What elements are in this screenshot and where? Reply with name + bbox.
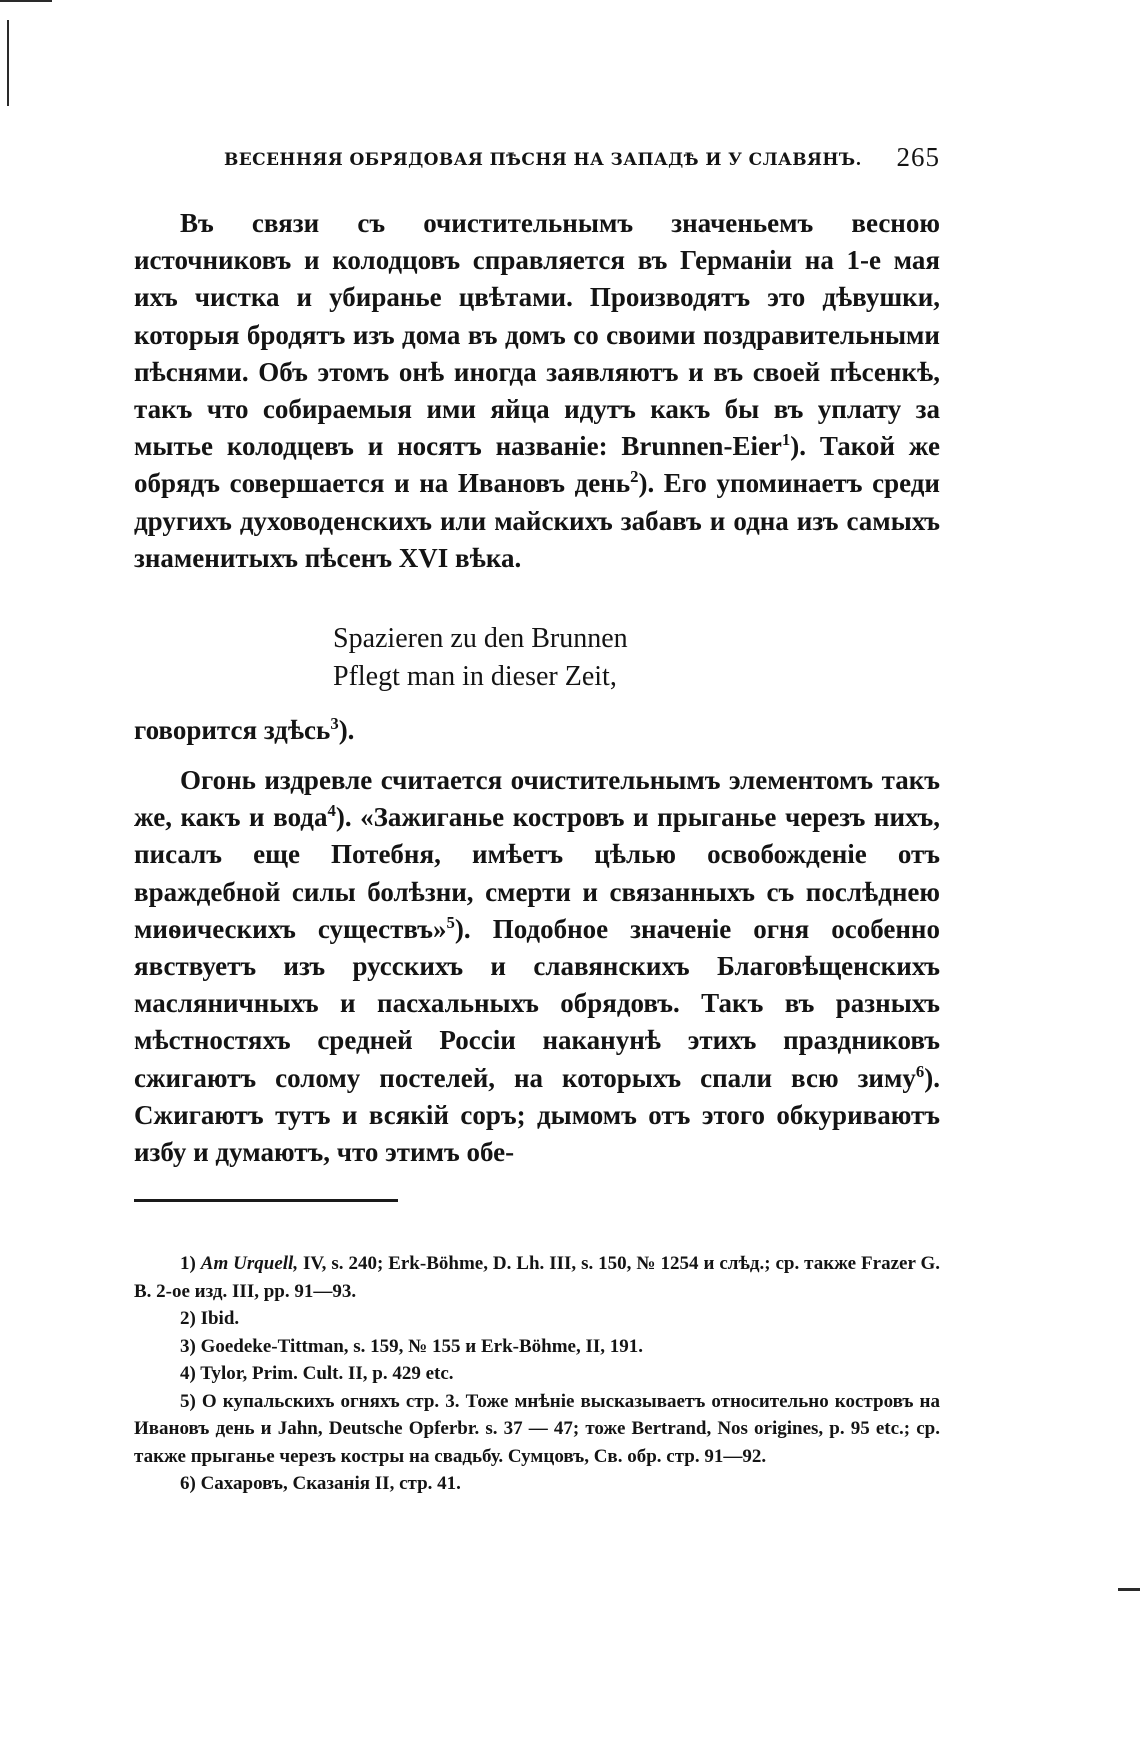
page-number: 265 <box>896 142 940 172</box>
paragraph-2-part-a: говорится здѣсь <box>134 715 331 745</box>
footnote-ref-1: 1 <box>781 430 791 450</box>
verse-line-1: Spazieren zu den Brunnen <box>333 623 628 654</box>
footnote-1 <box>134 1250 940 1305</box>
scan-edge-top <box>0 0 52 2</box>
paragraph-2 <box>134 712 940 749</box>
paragraph-1 <box>134 205 940 577</box>
footnote-ref-2: 2 <box>630 467 639 487</box>
footnote-ref-4: 4 <box>327 801 336 821</box>
paragraph-3-part-b: ). «Зажиганье костровъ и прыганье черезъ нихъ, писалъ еще Потебня, имѣетъ цѣлью освобожденіе отъ враждебной силы болѣзни, смерти и связанныхъ съ послѣднею миѳическихъ существъ» <box>134 802 940 944</box>
footnote-divider <box>134 1199 398 1202</box>
footnote-ref-6: 6 <box>915 1061 925 1081</box>
paragraph-3-part-d: ). Сжигаютъ тутъ и всякій соръ; дымомъ отъ этого обкуриваютъ избу и думаютъ, что этимъ обе- <box>134 1062 940 1168</box>
scan-edge-left <box>7 20 9 106</box>
paragraph-1-text <box>134 205 940 577</box>
footnote-2: 2) Ibid. <box>180 1308 240 1329</box>
verse-line-2: Pflegt man in dieser Zeit, <box>333 661 617 692</box>
paragraph-1-part-c: ). Его упоминаетъ среди другихъ духоводенскихъ или майскихъ забавъ и одна изъ самыхъ знаменитыхъ пѣсенъ XVI вѣка. <box>134 468 940 573</box>
paragraph-2-part-b: ). <box>338 715 355 745</box>
footnote-ref-3: 3 <box>330 714 339 733</box>
footnote-4: 4) Tylor, Prim. Cult. II, p. 429 etc. <box>180 1363 454 1384</box>
footnote-5: 5) О купальскихъ огняхъ стр. 3. Тоже мнѣніе высказываетъ относительно костровъ на Ивановъ день и Jahn, Deutsche Opferbr. s. 37 — 47; тоже Bertrand, Nos origines, p. 95 etc.; ср. также прыганье черезъ костры на свадьбу. Сумцовъ, Св. обр. стр. 91—92. <box>134 1390 940 1467</box>
paragraph-2-text <box>134 712 940 749</box>
verse-quote <box>333 620 628 696</box>
scan-edge-right <box>1118 1588 1140 1591</box>
paragraph-1-part-a: Въ связи съ очистительнымъ значеньемъ весною источниковъ и колодцовъ справляется въ Германіи на 1-е мая ихъ чистка и убиранье цвѣтами. Производятъ это дѣвушки, которыя бродятъ изъ дома въ домъ со своими поздравительными пѣснями. Объ этомъ онѣ иногда заявляютъ и въ своей пѣсенкѣ, такъ что собираемыя ими яйца идутъ какъ бы въ уплату за мытье колодцевъ и носятъ названіе: Brunnen-Eier <box>134 208 940 462</box>
running-head <box>134 140 940 180</box>
paragraph-3 <box>134 762 940 1171</box>
footnote-1-number: 1) <box>180 1253 196 1274</box>
paragraph-3-part-c: ). Подобное значеніе огня особенно явствуетъ изъ русскихъ и славянскихъ Благовѣщенскихъ масляничныхъ и пасхальныхъ обрядовъ. Такъ въ разныхъ мѣстностяхъ средней Россіи наканунѣ этихъ праздниковъ сжигаютъ солому постелей, на которыхъ спали всю зиму <box>134 913 940 1093</box>
running-title: ВЕСЕННЯЯ ОБРЯДОВАЯ ПѢСНЯ НА ЗАПАДѢ И У СЛАВЯНЪ. <box>224 150 862 170</box>
paragraph-1-part-b: ). Такой же обрядъ совершается и на Ивановъ день <box>134 431 940 499</box>
footnote-6: 6) Сахаровъ, Сказанія II, стр. 41. <box>180 1473 461 1494</box>
paragraph-3-text <box>134 762 940 1171</box>
paragraph-3-part-a: Огонь издревле считается очистительнымъ элементомъ такъ же, какъ и вода <box>134 765 940 833</box>
footnote-1-text: IV, s. 240; Erk-Böhme, D. Lh. III, s. 150, № 1254 и слѣд.; ср. также Frazer G. B. 2-ое изд. III, pp. 91—93. <box>134 1253 941 1302</box>
footnote-ref-5: 5 <box>446 912 455 932</box>
footnote-1-italic: Am Urquell, <box>200 1253 299 1274</box>
footnote-3: 3) Goedeke-Tittman, s. 159, № 155 и Erk-Böhme, II, 191. <box>180 1335 643 1357</box>
footnotes <box>134 1250 940 1498</box>
